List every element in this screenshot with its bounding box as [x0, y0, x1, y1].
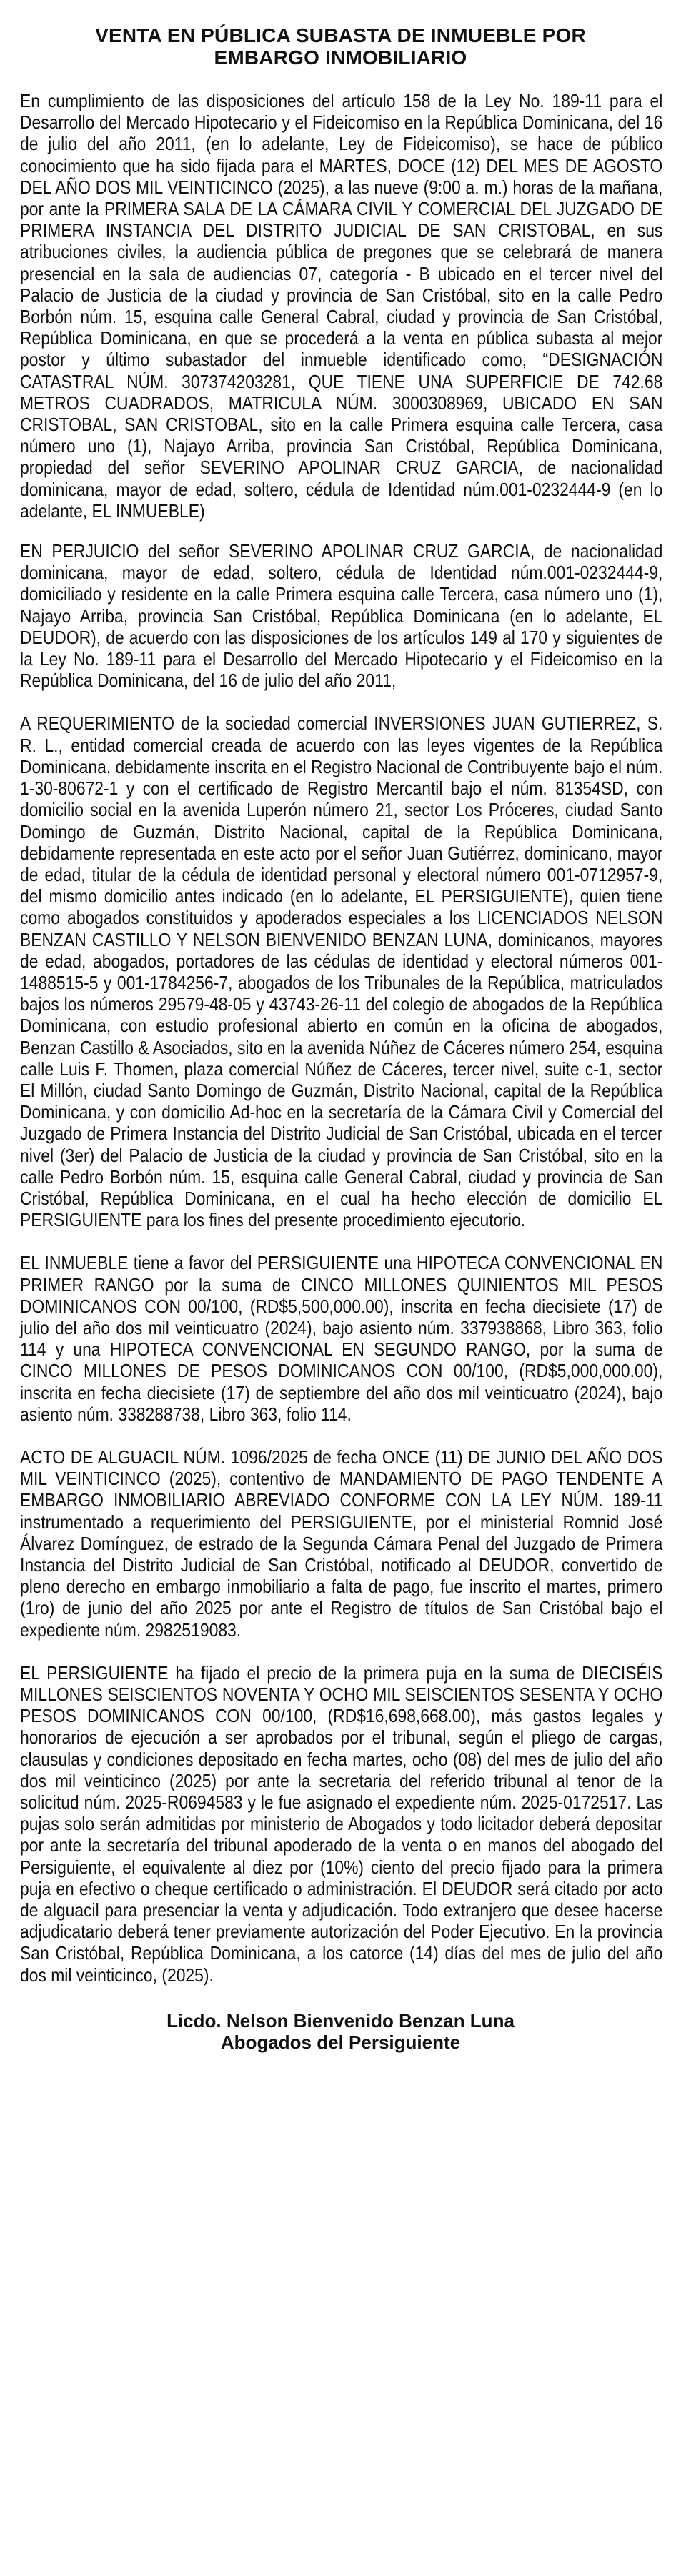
- notice-title-line-2: EMBARGO INMOBILIARIO: [214, 46, 467, 69]
- paragraph-auction-announcement: En cumplimiento de las disposiciones del artículo 158 de la Ley No. 189-11 para el Desarrollo del Mercado Hipotecario y el Fideicomiso en la República Dominicana, del 16 de julio del año 2011, (en lo adelante, Ley de Fideicomiso), se hace de público conocimiento que ha sido fijada para el MARTES, DOCE (12) DEL MES DE AGOSTO DEL AÑO DOS MIL VEINTICINCO (2025), a las nueve (9:00 a. m.) horas de la mañana, por ante la PRIMERA SALA DE LA CÁMARA CIVIL Y COMERCIAL DEL JUZGADO DE PRIMERA INSTANCIA DEL DISTRITO JUDICIAL DE SAN CRISTOBAL, en sus atribuciones civiles, la audiencia pública de pregones que se celebrará de manera presencial en la sala de audiencias 07, categoría - B ubicado en el tercer nivel del Palacio de Justicia de la ciudad y provincia de San Cristóbal, sito en la calle Pedro Borbón núm. 15, esquina calle General Cabral, ciudad y provincia de San Cristóbal, República Dominicana, en que se procederá a la venta en pública subasta al mejor postor y último subastador del inmueble identificado como, “DESIGNACIÓN CATASTRAL NÚM. 307374203281, QUE TIENE UNA SUPERFICIE DE 742.68 METROS CUADRADOS, MATRICULA NÚM. 3000308969, UBICADO EN SAN CRISTOBAL, SAN CRISTOBAL, sito en la calle Primera esquina calle Tercera, casa número uno (1), Najayo Arriba, provincia San Cristóbal, República Dominicana, propiedad del señor SEVERINO APOLINAR CRUZ GARCIA, de nacionalidad dominicana, mayor de edad, soltero, cédula de Identidad núm.001-0232444-9 (en lo adelante, EL INMUEBLE): [20, 90, 663, 522]
- paragraph-debtor: EN PERJUICIO del señor SEVERINO APOLINAR CRUZ GARCIA, de nacionalidad dominicana, mayor de edad, soltero, cédula de Identidad núm.001-0232444-9, domiciliado y residente en la calle Primera esquina calle Tercera, casa número uno (1), Najayo Arriba, provincia San Cristóbal, República Dominicana (en lo adelante, EL DEUDOR), de acuerdo con las disposiciones de los artículos 149 al 170 y siguientes de la Ley No. 189-11 para el Desarrollo del Mercado Hipotecario y el Fideicomiso en la República Dominicana, del 16 de julio del año 2011,: [20, 540, 663, 692]
- signature-role: Abogados del Persiguiente: [220, 2031, 461, 2053]
- notice-title-line-1: VENTA EN PÚBLICA SUBASTA DE INMUEBLE POR: [95, 24, 586, 46]
- paragraph-creditor-request: A REQUERIMIENTO de la sociedad comercial INVERSIONES JUAN GUTIERREZ, S. R. L., entidad comercial creada de acuerdo con las leyes vigentes de la República Dominicana, debidamente inscrita en el Registro Nacional de Contribuyente bajo el núm. 1-30-80672-1 y con el certificado de Registro Mercantil bajo el núm. 81354SD, con domicilio social en la avenida Luperón número 21, sector Los Próceres, ciudad Santo Domingo de Guzmán, Distrito Nacional, capital de la República Dominicana, debidamente representada en este acto por el señor Juan Gutiérrez, dominicano, mayor de edad, titular de la cédula de identidad personal y electoral número 001-0712957-9, del mismo domicilio antes indicado (en lo adelante, EL PERSIGUIENTE), quien tiene como abogados constituidos y apoderados especiales a los LICENCIADOS NELSON BENZAN CASTILLO Y NELSON BIENVENIDO BENZAN LUNA, dominicanos, mayores de edad, abogados, portadores de las cédulas de identidad y electoral números 001-1488515-5 y 001-1784256-7, abogados de los Tribunales de la República, matriculados bajos los números 29579-48-05 y 43743-26-11 del colegio de abogados de la República Dominicana, con estudio profesional abierto en común en la oficina de abogados, Benzan Castillo & Asociados, sito en la avenida Núñez de Cáceres número 254, esquina calle Luis F. Thomen, plaza comercial Núñez de Cáceres, tercer nivel, suite c-1, sector El Millón, ciudad Santo Domingo de Guzmán, Distrito Nacional, capital de la República Dominicana, y con domicilio Ad-hoc en la secretaría de la Cámara Civil y Comercial del Juzgado de Primera Instancia del Distrito Judicial de San Cristóbal, ubicada en el tercer nivel (3er) del Palacio de Justicia de la ciudad y provincia de San Cristóbal, sito en la calle Pedro Borbón núm. 15, esquina calle General Cabral, ciudad y provincia de San Cristóbal, República Dominicana, en el cual ha hecho elección de domicilio EL PERSIGUIENTE para los fines del presente procedimiento ejecutorio.: [20, 712, 663, 1231]
- paragraph-auction-price: EL PERSIGUIENTE ha fijado el precio de la primera puja en la suma de DIECISÉIS MILLONES SEISCIENTOS NOVENTA Y OCHO MIL SEISCIENTOS SESENTA Y OCHO PESOS DOMINICANOS CON 00/100, (RD$16,698,668.00), más gastos legales y honorarios de ejecución a ser aprobados por el tribunal, según el pliego de cargas, clausulas y condiciones depositado en fecha martes, ocho (08) del mes de julio del año dos mil veinticinco (2025) por ante la secretaria del referido tribunal al tenor de la solicitud núm. 2025-R0694583 y le fue asignado el expediente núm. 2025-0172517. Las pujas solo serán admitidas por ministerio de Abogados y todo licitador deberá depositar por ante la secretaría del tribunal apoderado de la venta o en manos del abogado del Persiguiente, el equivalente al diez por (10%) ciento del precio fijado para la primera puja en efectivo o cheque certificado o administración. El DEUDOR será citado por acto de alguacil para presenciar la venta y adjudicación. Todo extranjero que desee hacerse adjudicatario deberá tener previamente autorización del Poder Ejecutivo. En la provincia San Cristóbal, República Dominicana, a los catorce (14) días del mes de julio del año dos mil veinticinco, (2025).: [20, 1661, 663, 1986]
- paragraph-mortgages: EL INMUEBLE tiene a favor del PERSIGUIENTE una HIPOTECA CONVENCIONAL EN PRIMER RANGO por la suma de CINCO MILLONES QUINIENTOS MIL PESOS DOMINICANOS CON 00/100, (RD$5,500,000.00), inscrita en fecha diecisiete (17) de julio del año dos mil veinticuatro (2024), bajo asiento núm. 337938868, Libro 363, folio 114 y una HIPOTECA CONVENCIONAL EN SEGUNDO RANGO, por la suma de CINCO MILLONES DE PESOS DOMINICANOS CON 00/100, (RD$5,000,000.00), inscrita en fecha diecisiete (17) de septiembre del año dos mil veinticuatro (2024), bajo asiento núm. 338288738, Libro 363, folio 114.: [20, 1252, 663, 1425]
- notice-title: [20, 24, 661, 69]
- signature-block: [20, 2010, 661, 2053]
- paragraph-bailiff-act: ACTO DE ALGUACIL NÚM. 1096/2025 de fecha ONCE (11) DE JUNIO DEL AÑO DOS MIL VEINTICINCO (2025), contentivo de MANDAMIENTO DE PAGO TENDENTE A EMBARGO INMOBILIARIO ABREVIADO CONFORME CON LA LEY NÚM. 189-11 instrumentado a requerimiento del PERSIGUIENTE, por el ministerial Romnid José Álvarez Domínguez, de estrado de la Segunda Cámara Penal del Juzgado de Primera Instancia del Distrito Judicial de San Cristóbal, notificado al DEUDOR, convertido de pleno derecho en embargo inmobiliario a falta de pago, fue inscrito el martes, primero (1ro) de junio del año 2025 por ante el Registro de títulos de San Cristóbal bajo el expediente núm. 2982519083.: [20, 1446, 663, 1641]
- signature-name: Licdo. Nelson Bienvenido Benzan Luna: [166, 2009, 515, 2032]
